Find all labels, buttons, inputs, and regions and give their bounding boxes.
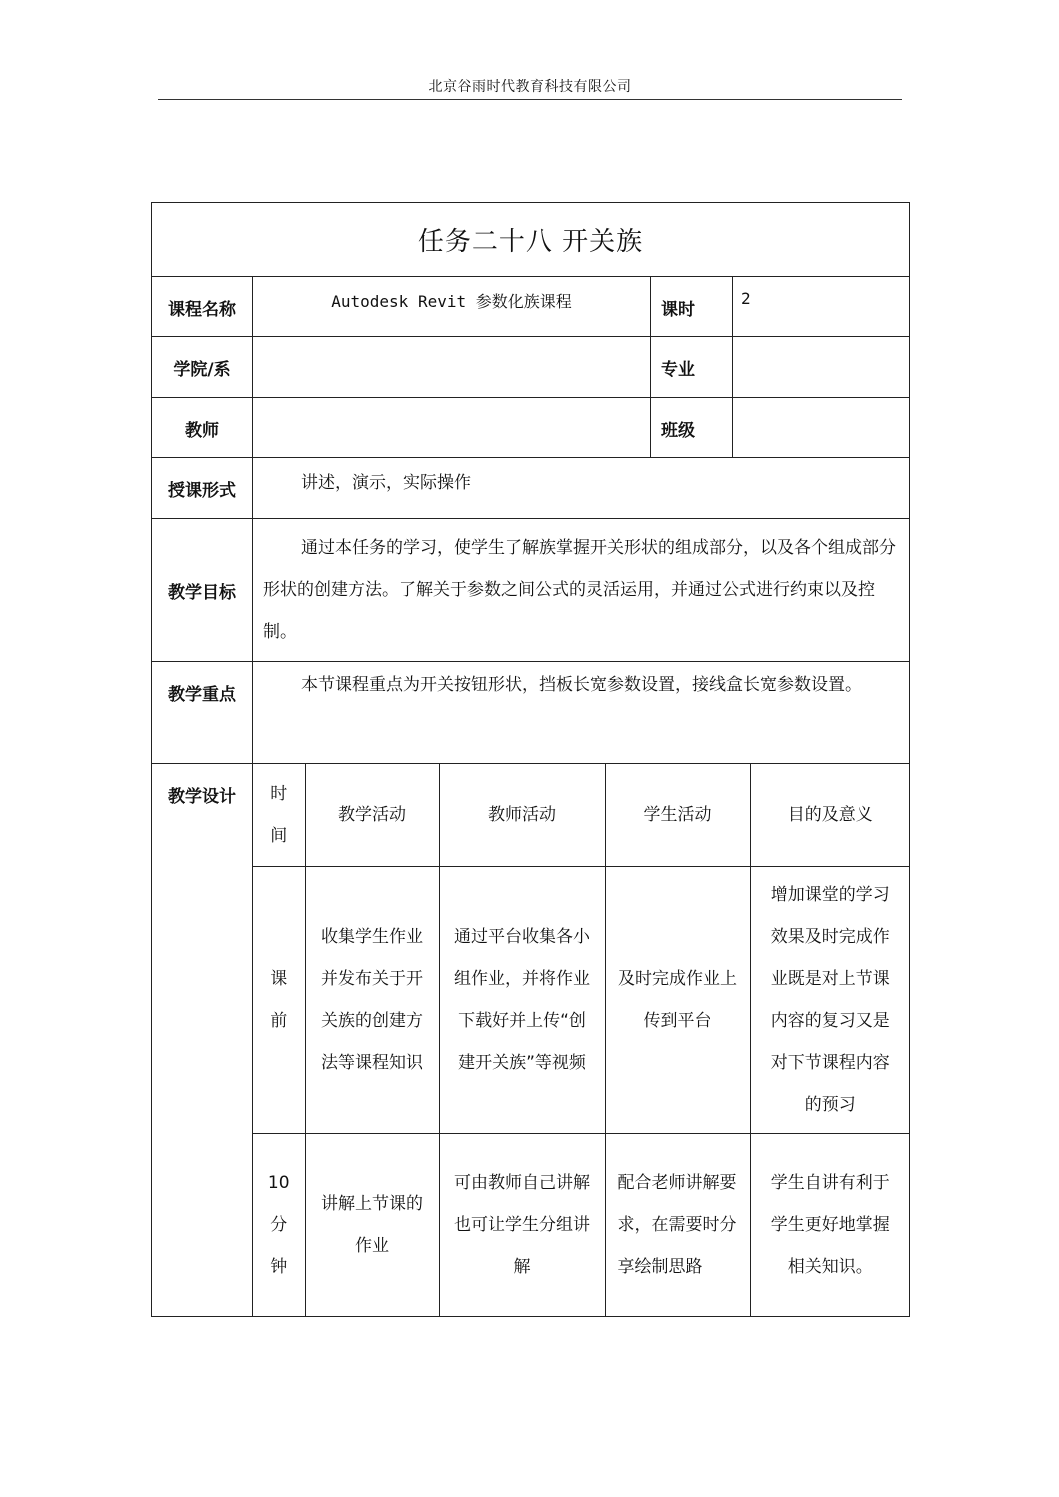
hours-label: 课时 <box>651 277 733 337</box>
hours-value: 2 <box>733 277 910 337</box>
teaching-goal-label: 教学目标 <box>152 519 253 662</box>
teaching-key-label: 教学重点 <box>152 662 253 764</box>
design-row-purpose: 增加课堂的学习效果及时完成作业既是对上节课内容的复习又是对下节课程内容的预习 <box>750 866 910 1133</box>
class-label: 班级 <box>651 398 733 458</box>
class-value <box>733 398 910 458</box>
design-header-purpose: 目的及意义 <box>750 764 910 866</box>
design-row-teacher: 可由教师自己讲解也可让学生分组讲解 <box>439 1133 605 1316</box>
major-value <box>733 337 910 398</box>
lesson-plan-table <box>151 202 910 1317</box>
teaching-design-label: 教学设计 <box>152 764 253 1317</box>
course-name-value: Autodesk Revit 参数化族课程 <box>253 277 651 337</box>
lesson-title: 任务二十八 开关族 <box>152 203 910 277</box>
teaching-design-cell <box>253 764 910 1317</box>
teaching-design-table <box>253 764 910 1316</box>
design-row-activity: 讲解上节课的作业 <box>305 1133 439 1316</box>
teacher-label: 教师 <box>152 398 253 458</box>
design-row-purpose: 学生自讲有利于学生更好地掌握相关知识。 <box>750 1133 910 1316</box>
design-header-teacher: 教师活动 <box>439 764 605 866</box>
design-header-time: 时间 <box>253 764 305 866</box>
course-name-label: 课程名称 <box>152 277 253 337</box>
teaching-goal-text: 通过本任务的学习，使学生了解族掌握开关形状的组成部分，以及各个组成部分形状的创建方法。了解关于参数之间公式的灵活运用，并通过公式进行约束以及控制。 <box>253 519 910 662</box>
design-row-student: 配合老师讲解要求，在需要时分享绘制思路 <box>605 1133 750 1316</box>
design-row-activity: 收集学生作业并发布关于开关族的创建方法等课程知识 <box>305 866 439 1133</box>
major-label: 专业 <box>651 337 733 398</box>
design-row-time: 10分钟 <box>267 1172 290 1277</box>
design-row-time: 课前 <box>253 866 305 1133</box>
teaching-form-label: 授课形式 <box>152 458 253 519</box>
design-row-student: 及时完成作业上传到平台 <box>605 866 750 1133</box>
page-header-company: 北京谷雨时代教育科技有限公司 <box>428 79 632 95</box>
college-value <box>253 337 651 398</box>
header-divider <box>158 99 902 100</box>
teaching-key-text: 本节课程重点为开关按钮形状，挡板长宽参数设置，接线盒长宽参数设置。 <box>253 662 910 764</box>
teacher-value <box>253 398 651 458</box>
teaching-form-value: 讲述，演示，实际操作 <box>253 458 910 519</box>
design-header-activity: 教学活动 <box>305 764 439 866</box>
design-header-student: 学生活动 <box>605 764 750 866</box>
college-label: 学院/系 <box>152 337 253 398</box>
design-row-teacher: 通过平台收集各小组作业，并将作业下载好并上传“创建开关族”等视频 <box>439 866 605 1133</box>
